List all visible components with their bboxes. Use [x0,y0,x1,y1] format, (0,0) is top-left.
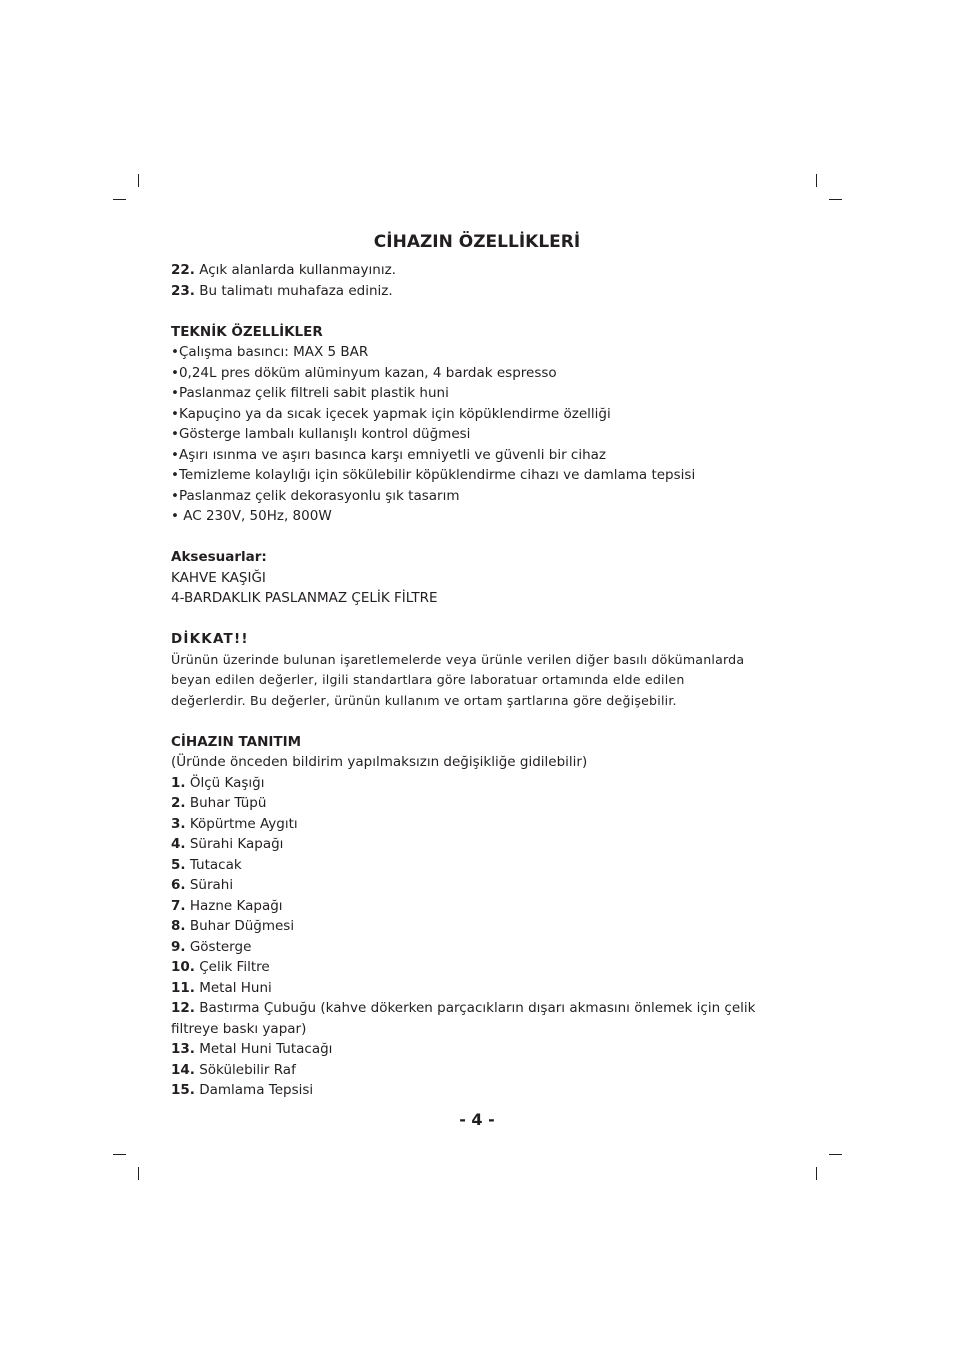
part-name: Tutacak [189,856,242,873]
part-number: 11. [171,979,195,996]
part-item [171,937,791,958]
part-item [171,793,791,814]
part-item [171,875,791,896]
crop-mark-bottom-right-h [829,1154,842,1155]
spec-item: •0,24L pres döküm alüminyum kazan, 4 bardak espresso [171,364,557,381]
spec-item: •Çalışma basıncı: MAX 5 BAR [171,344,369,360]
part-number: 6. [171,877,186,893]
part-name: Çelik Filtre [199,959,270,975]
spec-item: •Gösterge lambalı kullanışlı kontrol düğmesi [171,426,471,442]
part-name: Sürahi [189,877,234,893]
part-number: 5. [171,856,186,873]
part-item [171,998,791,1039]
crop-mark-top-right-v [816,174,817,187]
part-number: 13. [171,1041,195,1057]
item-number: 22. [171,262,195,278]
part-item [171,1039,791,1060]
part-item [171,1080,791,1101]
part-name: Gösterge [189,938,252,955]
part-item [171,773,791,794]
part-item [171,957,791,978]
part-number: 1. [171,774,186,791]
part-item [171,1060,791,1081]
spec-item: •Aşırı ısınma ve aşırı basınca karşı emniyetli ve güvenli bir cihaz [171,446,607,463]
part-name: Metal Huni [199,979,272,996]
document-body [171,260,791,1101]
part-name: Buhar Düğmesi [189,918,295,934]
part-number: 9. [171,938,186,955]
item-text: Bu talimatı muhafaza ediniz. [199,282,393,299]
item-number: 23. [171,282,195,299]
crop-mark-top-left-v [138,174,139,187]
part-name: Sürahi Kapağı [189,836,284,852]
safety-item [171,260,791,281]
part-number: 14. [171,1061,195,1078]
crop-mark-top-right-h [829,199,842,200]
part-name: Hazne Kapağı [189,897,283,914]
warning-section [171,629,791,711]
part-name: Buhar Tüpü [189,795,267,811]
tech-section [171,322,791,527]
part-item [171,834,791,855]
crop-mark-bottom-left-v [138,1167,139,1180]
part-number: 7. [171,897,186,914]
accessory-item: 4-BARDAKLIK PASLANMAZ ÇELİK FİLTRE [171,590,438,606]
part-number: 2. [171,795,186,811]
intro-note: (Üründe önceden bildirim yapılmaksızın değişikliğe gidilebilir) [171,754,588,770]
warning-line: beyan edilen değerler, ilgili standartlara göre laboratuar ortamında elde edilen [171,672,685,687]
part-name: Ölçü Kaşığı [189,774,265,791]
crop-mark-bottom-right-v [816,1167,817,1180]
spec-item: •Paslanmaz çelik filtreli sabit plastik huni [171,385,449,401]
part-number: 3. [171,815,186,832]
tech-heading: TEKNİK ÖZELLİKLER [171,323,323,340]
intro-heading: CİHAZIN TANITIM [171,733,302,750]
spec-item: •Paslanmaz çelik dekorasyonlu şık tasarım [171,487,460,504]
part-number: 8. [171,918,186,934]
safety-list [171,260,791,301]
part-number: 12. [171,1000,195,1016]
warning-heading: DİKKAT!! [171,631,249,647]
part-name: Damlama Tepsisi [199,1082,314,1098]
page-number: - 4 - [459,1110,495,1129]
accessories-heading: Aksesuarlar: [171,549,267,565]
spec-item: •Kapuçino ya da sıcak içecek yapmak için köpüklendirme özelliği [171,405,611,422]
part-item [171,916,791,937]
part-item [171,896,791,917]
page-title: CİHAZIN ÖZELLİKLERİ [373,232,581,252]
part-number: 10. [171,959,195,975]
part-name: Metal Huni Tutacağı [199,1041,333,1057]
part-name: Sökülebilir Raf [199,1061,296,1078]
part-item [171,814,791,835]
accessory-item: KAHVE KAŞIĞI [171,569,266,586]
accessories-section [171,547,791,609]
warning-line: değerlerdir. Bu değerler, ürünün kullanım ve ortam şartlarına göre değişebilir. [171,692,677,708]
part-number: 15. [171,1082,195,1098]
crop-mark-bottom-left-h [113,1154,126,1155]
crop-mark-top-left-h [113,199,126,200]
intro-section [171,732,791,1101]
part-number: 4. [171,836,186,852]
item-text: Açık alanlarda kullanmayınız. [199,262,396,278]
part-item [171,855,791,876]
part-name: Köpürtme Aygıtı [189,815,298,832]
warning-line: Ürünün üzerinde bulunan işaretlemelerde veya ürünle verilen diğer basılı dökümanlarda [171,651,745,667]
safety-item [171,281,791,302]
spec-item: •Temizleme kolaylığı için sökülebilir köpüklendirme cihazı ve damlama tepsisi [171,467,696,483]
spec-item: • AC 230V, 50Hz, 800W [171,508,332,524]
part-name: Bastırma Çubuğu (kahve dökerken parçacıkların dışarı akmasını önlemek için çelik filtreye baskı yapar) [171,1000,756,1037]
part-item [171,978,791,999]
